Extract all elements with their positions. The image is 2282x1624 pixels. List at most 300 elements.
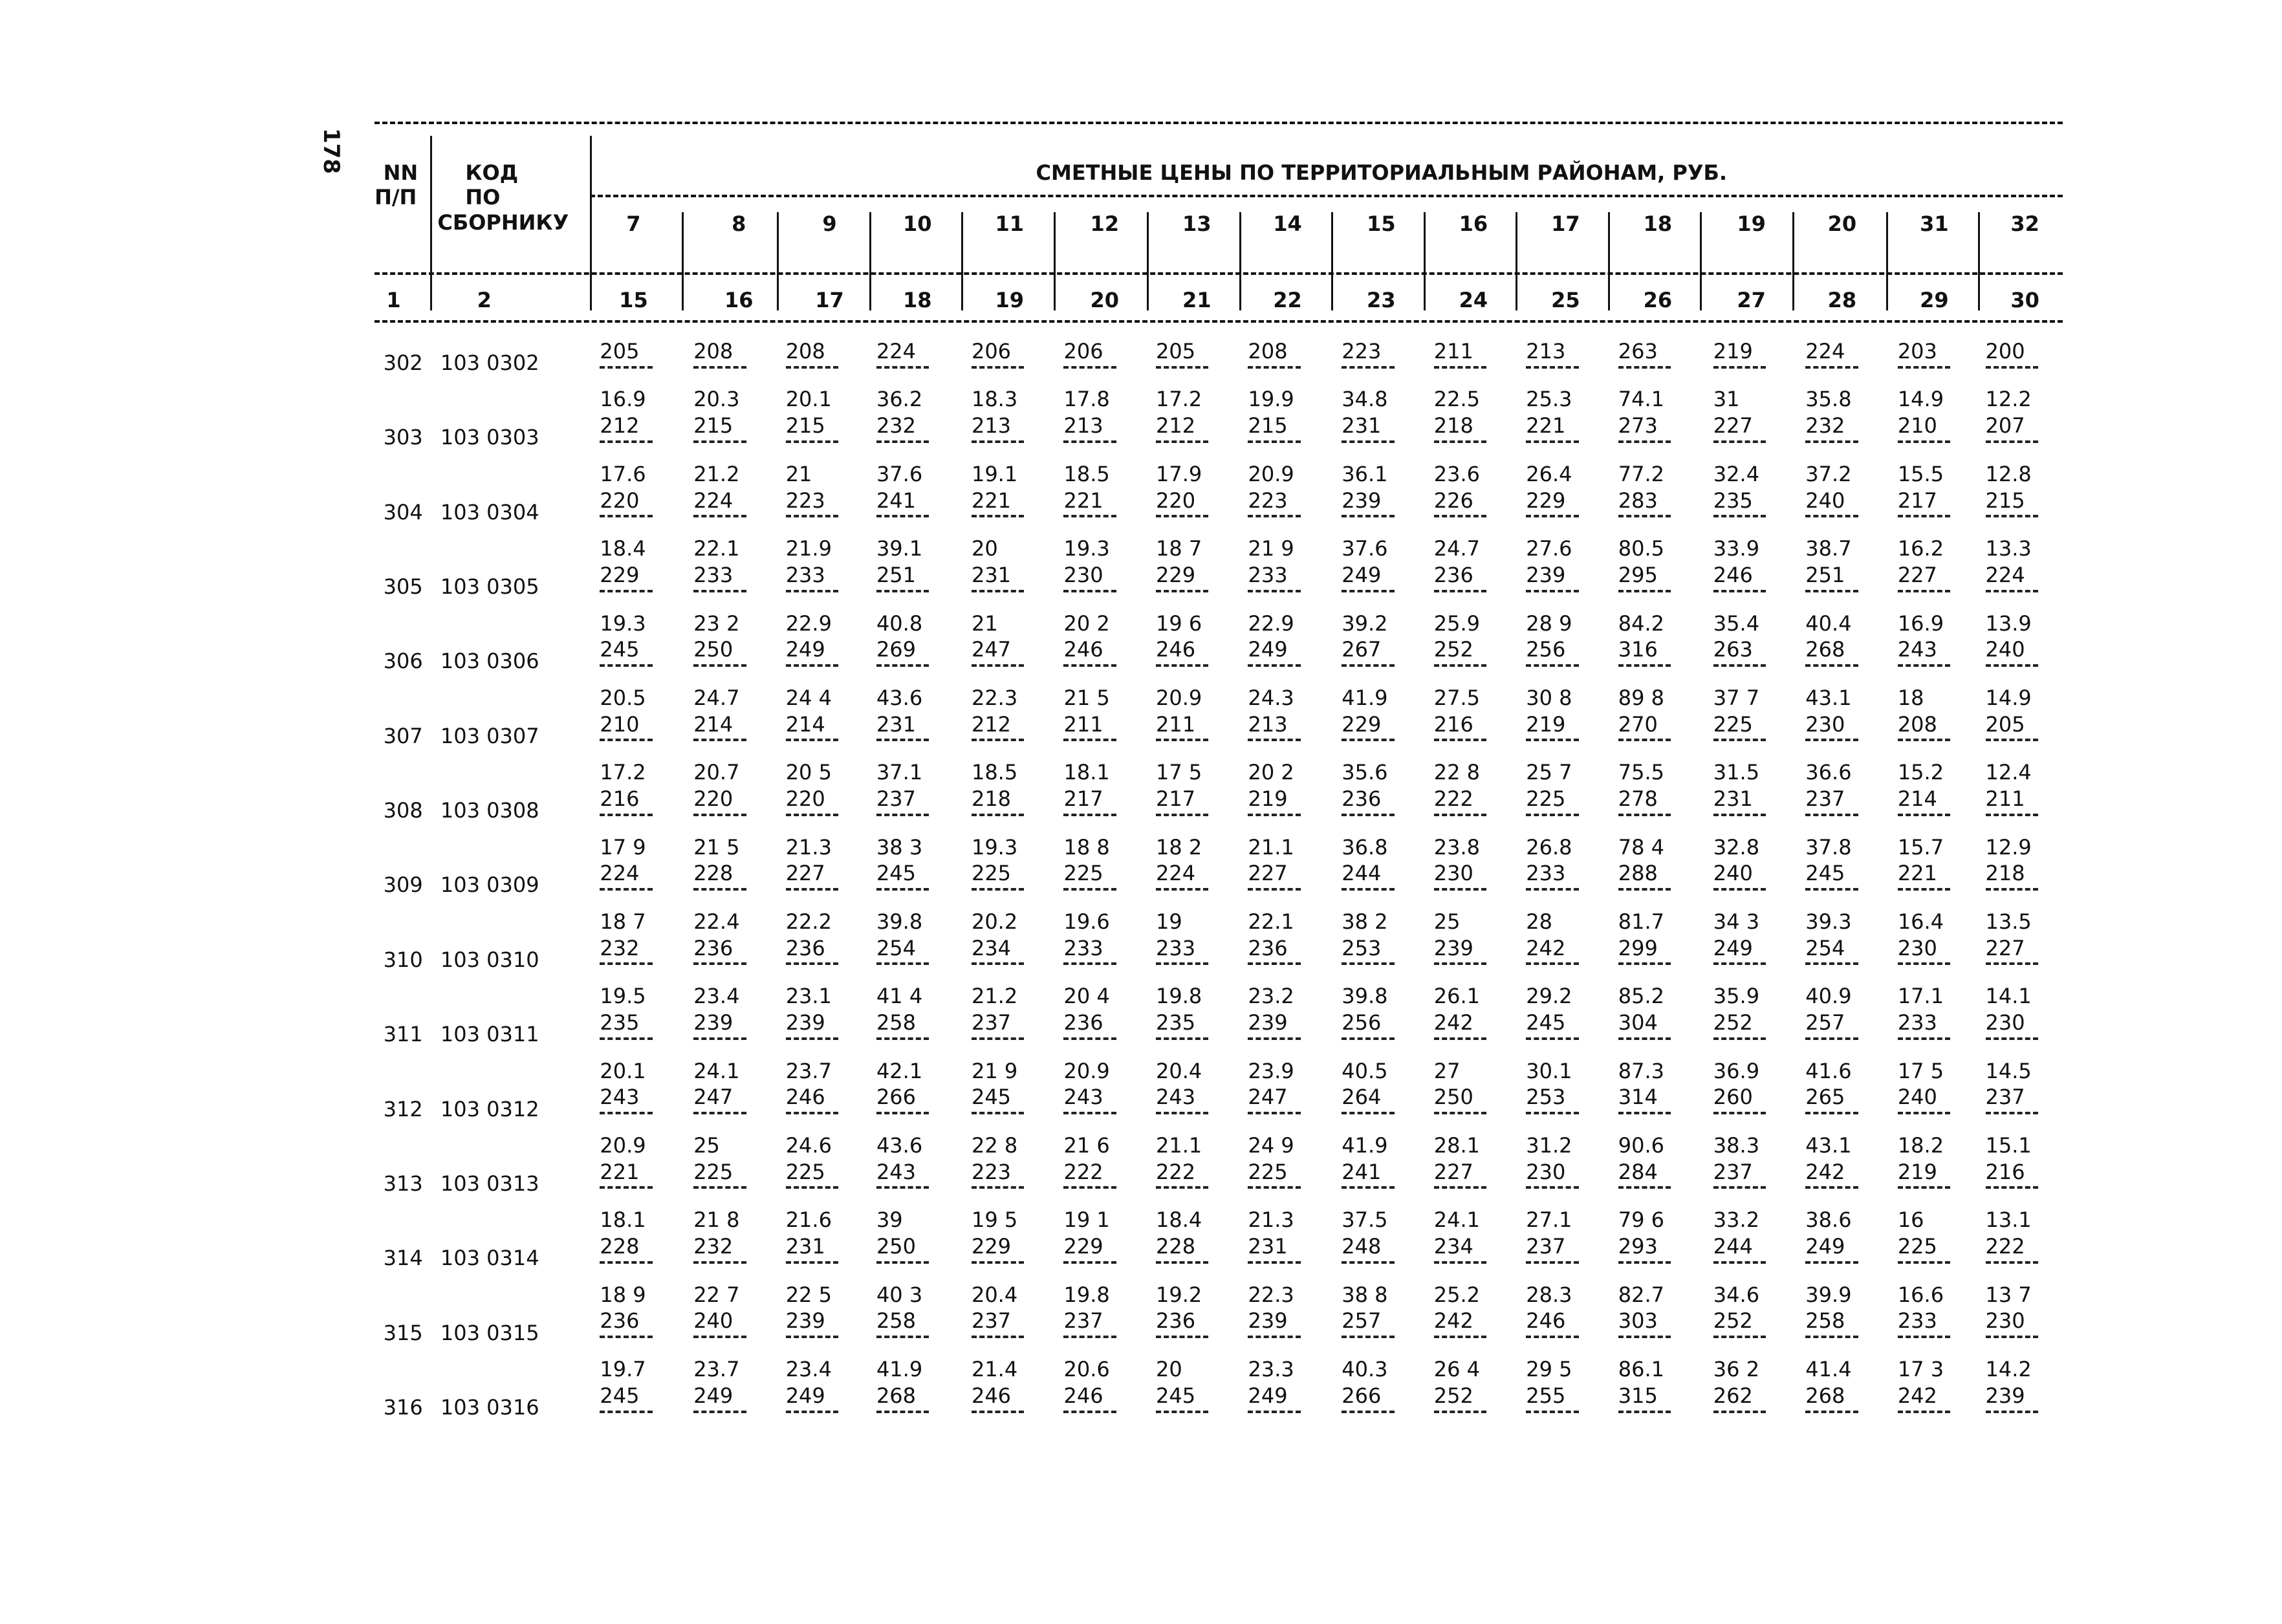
price-total: 236 xyxy=(785,935,825,960)
price-wage: 39.1 xyxy=(876,536,923,561)
price-total: 242 xyxy=(1526,935,1566,960)
fraction-bar xyxy=(1805,1261,1858,1264)
price-total: 230 xyxy=(1985,1308,2025,1334)
row-number: 309 xyxy=(383,872,423,898)
price-wage: 21 8 xyxy=(693,1207,740,1233)
price-wage: 21 6 xyxy=(1063,1133,1110,1158)
fraction-bar xyxy=(1342,1112,1394,1114)
fraction-bar xyxy=(1986,590,2038,592)
price-wage: 23.6 xyxy=(1433,461,1480,486)
fraction-bar xyxy=(693,1411,746,1413)
price-wage: 82.7 xyxy=(1618,1282,1665,1307)
header-sborniku: СБОРНИКУ xyxy=(437,210,569,235)
price-total: 231 xyxy=(1248,1234,1288,1259)
price-total: 245 xyxy=(1526,1010,1566,1035)
price-total: 225 xyxy=(1713,711,1753,737)
price-total: 250 xyxy=(1433,1085,1473,1110)
price-total: 241 xyxy=(1342,1159,1382,1184)
fraction-bar xyxy=(1805,814,1858,816)
price-wage: 23.1 xyxy=(785,984,832,1009)
price-total: 215 xyxy=(1985,488,2025,513)
price-total: 219 xyxy=(1713,338,1753,363)
price-wage: 36.6 xyxy=(1805,760,1852,785)
price-wage: 41 4 xyxy=(876,984,923,1009)
price-wage: 20.4 xyxy=(1155,1058,1202,1083)
price-wage: 84.2 xyxy=(1618,611,1665,636)
price-wage: 12.2 xyxy=(1985,387,2032,412)
price-total: 255 xyxy=(1526,1383,1566,1408)
divider-district-11 xyxy=(1608,212,1610,310)
price-wage: 87.3 xyxy=(1618,1058,1665,1083)
divider-kod xyxy=(590,136,592,310)
fraction-bar xyxy=(1156,1411,1208,1413)
header-mid-rule xyxy=(375,272,2063,275)
price-total: 221 xyxy=(1526,413,1566,438)
price-total: 232 xyxy=(600,935,640,960)
fraction-bar xyxy=(1342,1411,1394,1413)
fraction-bar xyxy=(1805,515,1858,517)
header-kod: КОД xyxy=(465,160,519,185)
price-total: 299 xyxy=(1618,935,1658,960)
price-wage: 24.7 xyxy=(693,685,740,710)
column-number-29: 29 xyxy=(1920,287,1949,312)
price-total: 213 xyxy=(971,413,1012,438)
fraction-bar xyxy=(1063,1186,1116,1189)
fraction-bar xyxy=(1526,1112,1578,1114)
price-wage: 40 3 xyxy=(876,1282,923,1307)
fraction-bar xyxy=(786,962,838,965)
price-wage: 40.5 xyxy=(1342,1058,1388,1083)
price-wage: 36.8 xyxy=(1342,834,1388,860)
price-total: 230 xyxy=(1897,935,1937,960)
price-wage: 21.1 xyxy=(1155,1133,1202,1158)
price-wage: 13.1 xyxy=(1985,1207,2032,1233)
price-total: 283 xyxy=(1618,488,1658,513)
fraction-bar xyxy=(600,1112,652,1114)
price-wage: 18 9 xyxy=(600,1282,646,1307)
price-wage: 17.1 xyxy=(1897,984,1944,1009)
price-wage: 38 2 xyxy=(1342,909,1388,934)
row-number: 314 xyxy=(383,1246,423,1271)
fraction-bar xyxy=(1618,962,1671,965)
price-total: 254 xyxy=(1805,935,1845,960)
price-wage: 39 xyxy=(876,1207,903,1233)
price-total: 243 xyxy=(600,1085,640,1110)
price-total: 218 xyxy=(1985,861,2025,886)
price-wage: 12.9 xyxy=(1985,834,2032,860)
price-wage: 18.5 xyxy=(971,760,1018,785)
fraction-bar xyxy=(693,1261,746,1264)
price-total: 221 xyxy=(600,1159,640,1184)
price-wage: 27.5 xyxy=(1433,685,1480,710)
fraction-bar xyxy=(600,1411,652,1413)
row-code: 103 0305 xyxy=(440,574,539,599)
price-total: 247 xyxy=(971,637,1012,662)
price-wage: 41.6 xyxy=(1805,1058,1852,1083)
fraction-bar xyxy=(786,664,838,667)
price-total: 218 xyxy=(1433,413,1473,438)
price-wage: 15.2 xyxy=(1897,760,1944,785)
fraction-bar xyxy=(600,366,652,369)
price-total: 251 xyxy=(1805,562,1845,587)
price-total: 295 xyxy=(1618,562,1658,587)
price-wage: 24.6 xyxy=(785,1133,832,1158)
fraction-bar xyxy=(1618,590,1671,592)
divider-district-13 xyxy=(1792,212,1794,310)
fraction-bar xyxy=(1805,1112,1858,1114)
price-wage: 23.8 xyxy=(1433,834,1480,860)
fraction-bar xyxy=(1618,366,1671,369)
fraction-bar xyxy=(1434,888,1486,891)
fraction-bar xyxy=(972,440,1024,443)
fraction-bar xyxy=(1248,515,1300,517)
column-number-1: 1 xyxy=(386,287,401,312)
price-total: 239 xyxy=(1526,562,1566,587)
fraction-bar xyxy=(876,1411,929,1413)
price-wage: 34 3 xyxy=(1713,909,1760,934)
divider-nn xyxy=(430,136,432,310)
column-number-27: 27 xyxy=(1737,287,1766,312)
price-wage: 22.1 xyxy=(1248,909,1294,934)
fraction-bar xyxy=(1156,1186,1208,1189)
divider-district-12 xyxy=(1700,212,1702,310)
row-code: 103 0313 xyxy=(440,1171,539,1196)
price-wage: 18.4 xyxy=(600,536,646,561)
price-wage: 42.1 xyxy=(876,1058,923,1083)
fraction-bar xyxy=(1526,590,1578,592)
price-total: 229 xyxy=(971,1234,1012,1259)
price-wage: 18.4 xyxy=(1155,1207,1202,1233)
divider-district-6 xyxy=(1147,212,1149,310)
price-total: 205 xyxy=(1155,338,1196,363)
fraction-bar xyxy=(693,590,746,592)
price-wage: 19.8 xyxy=(1155,984,1202,1009)
row-number: 310 xyxy=(383,947,423,972)
price-total: 237 xyxy=(1805,786,1845,811)
fraction-bar xyxy=(1063,366,1116,369)
price-total: 314 xyxy=(1618,1085,1658,1110)
row-code: 103 0303 xyxy=(440,425,539,450)
price-total: 264 xyxy=(1342,1085,1382,1110)
row-number: 315 xyxy=(383,1320,423,1345)
price-wage: 75.5 xyxy=(1618,760,1665,785)
price-total: 213 xyxy=(1526,338,1566,363)
price-wage: 38.3 xyxy=(1713,1133,1760,1158)
fraction-bar xyxy=(693,366,746,369)
divider-district-14 xyxy=(1886,212,1888,310)
price-wage: 37.8 xyxy=(1805,834,1852,860)
fraction-bar xyxy=(786,739,838,741)
price-wage: 36.2 xyxy=(876,387,923,412)
price-total: 230 xyxy=(1526,1159,1566,1184)
price-wage: 28 9 xyxy=(1526,611,1572,636)
fraction-bar xyxy=(693,664,746,667)
district-20: 20 xyxy=(1827,211,1857,236)
fraction-bar xyxy=(786,515,838,517)
price-total: 210 xyxy=(1897,413,1937,438)
price-total: 315 xyxy=(1618,1383,1658,1408)
district-8: 8 xyxy=(732,211,746,236)
fraction-bar xyxy=(1713,814,1766,816)
price-wage: 23.7 xyxy=(693,1357,740,1382)
fraction-bar xyxy=(1713,962,1766,965)
district-10: 10 xyxy=(903,211,932,236)
fraction-bar xyxy=(1526,1336,1578,1338)
column-number-25: 25 xyxy=(1551,287,1580,312)
price-wage: 14.1 xyxy=(1985,984,2032,1009)
price-wage: 14.2 xyxy=(1985,1357,2032,1382)
fraction-bar xyxy=(1618,440,1671,443)
price-wage: 39.2 xyxy=(1342,611,1388,636)
price-total: 304 xyxy=(1618,1010,1658,1035)
fraction-bar xyxy=(600,440,652,443)
price-wage: 24 9 xyxy=(1248,1133,1294,1158)
district-9: 9 xyxy=(822,211,837,236)
fraction-bar xyxy=(1342,366,1394,369)
fraction-bar xyxy=(1342,440,1394,443)
fraction-bar xyxy=(1434,1411,1486,1413)
price-wage: 38.6 xyxy=(1805,1207,1852,1233)
price-wage: 20.4 xyxy=(971,1282,1018,1307)
fraction-bar xyxy=(1248,962,1300,965)
fraction-bar xyxy=(972,739,1024,741)
price-wage: 22.3 xyxy=(971,685,1018,710)
price-total: 205 xyxy=(600,338,640,363)
fraction-bar xyxy=(1986,1186,2038,1189)
price-total: 245 xyxy=(600,637,640,662)
price-total: 222 xyxy=(1985,1234,2025,1259)
price-wage: 23.4 xyxy=(785,1357,832,1382)
fraction-bar xyxy=(786,1336,838,1338)
row-number: 308 xyxy=(383,798,423,823)
price-total: 237 xyxy=(971,1010,1012,1035)
column-number-17: 17 xyxy=(815,287,844,312)
fraction-bar xyxy=(1805,1037,1858,1040)
fraction-bar xyxy=(1713,1411,1766,1413)
fraction-bar xyxy=(1526,1186,1578,1189)
price-total: 266 xyxy=(1342,1383,1382,1408)
price-total: 270 xyxy=(1618,711,1658,737)
row-number: 304 xyxy=(383,499,423,525)
price-total: 237 xyxy=(1063,1308,1103,1334)
price-wage: 22 8 xyxy=(971,1133,1018,1158)
price-wage: 19.1 xyxy=(971,461,1018,486)
price-total: 208 xyxy=(1248,338,1288,363)
fraction-bar xyxy=(600,814,652,816)
fraction-bar xyxy=(1898,1037,1950,1040)
price-total: 246 xyxy=(1526,1308,1566,1334)
price-total: 242 xyxy=(1433,1010,1473,1035)
fraction-bar xyxy=(600,1261,652,1264)
price-total: 268 xyxy=(1805,637,1845,662)
price-total: 228 xyxy=(1155,1234,1196,1259)
fraction-bar xyxy=(600,888,652,891)
price-total: 212 xyxy=(600,413,640,438)
price-total: 223 xyxy=(1248,488,1288,513)
fraction-bar xyxy=(1986,1261,2038,1264)
price-wage: 43.1 xyxy=(1805,685,1852,710)
price-wage: 23.9 xyxy=(1248,1058,1294,1083)
price-total: 237 xyxy=(876,786,917,811)
price-total: 228 xyxy=(693,861,734,886)
price-wage: 12.8 xyxy=(1985,461,2032,486)
price-total: 243 xyxy=(1897,637,1937,662)
row-number: 307 xyxy=(383,723,423,748)
price-total: 227 xyxy=(1713,413,1753,438)
fraction-bar xyxy=(786,1037,838,1040)
fraction-bar xyxy=(972,962,1024,965)
price-wage: 43.6 xyxy=(876,1133,923,1158)
price-total: 215 xyxy=(1248,413,1288,438)
price-total: 225 xyxy=(785,1159,825,1184)
price-wage: 23.3 xyxy=(1248,1357,1294,1382)
fraction-bar xyxy=(1434,515,1486,517)
price-wage: 14.5 xyxy=(1985,1058,2032,1083)
price-total: 231 xyxy=(1713,786,1753,811)
row-code: 103 0309 xyxy=(440,872,539,898)
price-total: 293 xyxy=(1618,1234,1658,1259)
fraction-bar xyxy=(1248,590,1300,592)
fraction-bar xyxy=(876,1261,929,1264)
price-total: 233 xyxy=(1526,861,1566,886)
district-15: 15 xyxy=(1367,211,1396,236)
fraction-bar xyxy=(1526,1037,1578,1040)
fraction-bar xyxy=(972,1037,1024,1040)
price-wage: 36.1 xyxy=(1342,461,1388,486)
price-wage: 25.3 xyxy=(1526,387,1572,412)
price-wage: 20 2 xyxy=(1063,611,1110,636)
price-total: 208 xyxy=(1897,711,1937,737)
district-7: 7 xyxy=(626,211,641,236)
price-total: 249 xyxy=(785,1383,825,1408)
price-total: 203 xyxy=(1897,338,1937,363)
price-total: 233 xyxy=(693,562,734,587)
price-wage: 29.2 xyxy=(1526,984,1572,1009)
price-wage: 29 5 xyxy=(1526,1357,1572,1382)
row-number: 311 xyxy=(383,1022,423,1047)
fraction-bar xyxy=(1248,1336,1300,1338)
fraction-bar xyxy=(693,1112,746,1114)
price-wage: 13 7 xyxy=(1985,1282,2032,1307)
price-wage: 34.8 xyxy=(1342,387,1388,412)
divider-district-9 xyxy=(1424,212,1426,310)
fraction-bar xyxy=(972,1186,1024,1189)
fraction-bar xyxy=(693,440,746,443)
price-total: 224 xyxy=(1985,562,2025,587)
price-total: 303 xyxy=(1618,1308,1658,1334)
fraction-bar xyxy=(1434,1336,1486,1338)
price-wage: 21.4 xyxy=(971,1357,1018,1382)
price-total: 244 xyxy=(1342,861,1382,886)
fraction-bar xyxy=(1434,739,1486,741)
fraction-bar xyxy=(1986,664,2038,667)
price-wage: 18.1 xyxy=(600,1207,646,1233)
price-total: 229 xyxy=(1063,1234,1103,1259)
fraction-bar xyxy=(1434,962,1486,965)
fraction-bar xyxy=(1898,515,1950,517)
price-wage: 40.9 xyxy=(1805,984,1852,1009)
fraction-bar xyxy=(1898,739,1950,741)
price-total: 229 xyxy=(1342,711,1382,737)
price-wage: 16.9 xyxy=(1897,611,1944,636)
price-wage: 35.4 xyxy=(1713,611,1760,636)
price-wage: 37.6 xyxy=(876,461,923,486)
fraction-bar xyxy=(1526,440,1578,443)
fraction-bar xyxy=(1063,814,1116,816)
fraction-bar xyxy=(972,515,1024,517)
price-total: 267 xyxy=(1342,637,1382,662)
price-wage: 13.9 xyxy=(1985,611,2032,636)
price-wage: 17 9 xyxy=(600,834,646,860)
price-total: 239 xyxy=(1248,1308,1288,1334)
row-code: 103 0312 xyxy=(440,1096,539,1121)
price-total: 246 xyxy=(1713,562,1753,587)
price-wage: 37.5 xyxy=(1342,1207,1388,1233)
fraction-bar xyxy=(1713,1261,1766,1264)
fraction-bar xyxy=(1063,590,1116,592)
fraction-bar xyxy=(600,664,652,667)
price-total: 227 xyxy=(1985,935,2025,960)
price-total: 234 xyxy=(971,935,1012,960)
price-total: 284 xyxy=(1618,1159,1658,1184)
price-total: 262 xyxy=(1713,1383,1753,1408)
price-total: 263 xyxy=(1713,637,1753,662)
row-number: 305 xyxy=(383,574,423,599)
price-wage: 39.3 xyxy=(1805,909,1852,934)
price-wage: 20.2 xyxy=(971,909,1018,934)
fraction-bar xyxy=(1248,1037,1300,1040)
fraction-bar xyxy=(1156,515,1208,517)
fraction-bar xyxy=(1713,590,1766,592)
price-wage: 18 xyxy=(1897,685,1924,710)
fraction-bar xyxy=(786,1186,838,1189)
price-total: 229 xyxy=(1155,562,1196,587)
row-code: 103 0314 xyxy=(440,1246,539,1271)
fraction-bar xyxy=(600,1186,652,1189)
price-total: 234 xyxy=(1433,1234,1473,1259)
fraction-bar xyxy=(972,888,1024,891)
price-wage: 85.2 xyxy=(1618,984,1665,1009)
price-wage: 20.1 xyxy=(600,1058,646,1083)
price-total: 224 xyxy=(1805,338,1845,363)
price-wage: 20 4 xyxy=(1063,984,1110,1009)
price-wage: 24.1 xyxy=(693,1058,740,1083)
price-wage: 20.3 xyxy=(693,387,740,412)
price-total: 215 xyxy=(693,413,734,438)
price-total: 239 xyxy=(785,1308,825,1334)
price-wage: 20.6 xyxy=(1063,1357,1110,1382)
price-wage: 24.3 xyxy=(1248,685,1294,710)
fraction-bar xyxy=(1063,1336,1116,1338)
price-total: 243 xyxy=(1155,1085,1196,1110)
price-total: 241 xyxy=(876,488,917,513)
fraction-bar xyxy=(1618,1336,1671,1338)
price-total: 249 xyxy=(1248,637,1288,662)
price-total: 233 xyxy=(1248,562,1288,587)
price-total: 207 xyxy=(1985,413,2025,438)
price-wage: 77.2 xyxy=(1618,461,1665,486)
price-total: 316 xyxy=(1618,637,1658,662)
price-total: 222 xyxy=(1433,786,1473,811)
fraction-bar xyxy=(1526,664,1578,667)
price-total: 260 xyxy=(1713,1085,1753,1110)
price-wage: 74.1 xyxy=(1618,387,1665,412)
price-wage: 14.9 xyxy=(1985,685,2032,710)
price-wage: 21.2 xyxy=(971,984,1018,1009)
fraction-bar xyxy=(972,1411,1024,1413)
price-wage: 33.9 xyxy=(1713,536,1760,561)
fraction-bar xyxy=(1805,590,1858,592)
